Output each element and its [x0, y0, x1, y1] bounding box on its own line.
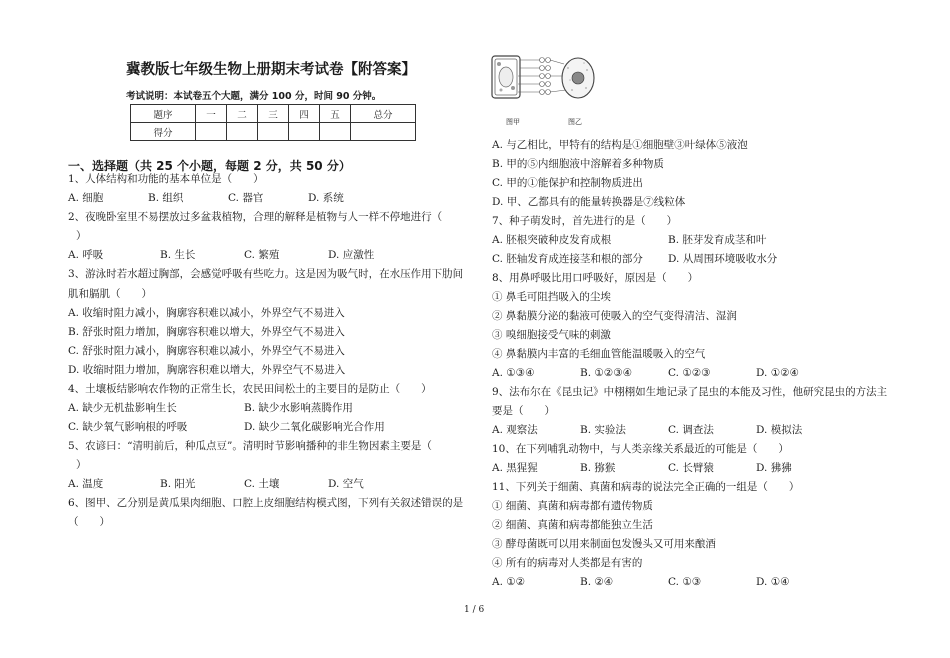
option: A. ①②: [492, 576, 526, 588]
question-1: 1、人体结构和功能的基本单位是（ ）: [68, 173, 264, 185]
score-blank-cell: [196, 123, 227, 141]
question-2-cont: ）: [76, 230, 87, 242]
option: A. 收缩时阻力减小，胸廓容积难以减小，外界空气不易进入: [68, 307, 345, 319]
exam-instructions: 考试说明：本试卷五个大题，满分 100 分，时间 90 分钟。: [126, 91, 382, 102]
option: C. ①②③: [668, 367, 711, 379]
question-7: 7、种子萌发时，首先进行的是（ ）: [492, 215, 678, 227]
option: B. 胚芽发育成茎和叶: [668, 234, 767, 246]
option: C. 长臂猿: [668, 462, 714, 474]
option: C. 调查法: [668, 424, 714, 436]
option: A. ①③④: [492, 367, 535, 379]
question-10: 10、在下列哺乳动物中，与人类亲缘关系最近的可能是（ ）: [492, 443, 789, 455]
score-cell: 二: [227, 105, 258, 123]
score-cell: 四: [289, 105, 320, 123]
option: C. 土壤: [244, 478, 280, 490]
question-2: 2、夜晚卧室里不易摆放过多盆栽植物，合理的解释是植物与人一样不停地进行（: [68, 211, 443, 223]
statement: ① 细菌、真菌和病毒都有遗传物质: [492, 500, 653, 512]
option: B. 缺少水影响蒸腾作用: [244, 402, 353, 414]
option: A. 观察法: [492, 424, 538, 436]
option: D. 空气: [328, 478, 364, 490]
score-blank-cell: [289, 123, 320, 141]
question-5: 5、农谚曰：“清明前后，种瓜点豆”。清明时节影响播种的非生物因素主要是（: [68, 440, 432, 452]
score-blank-cell: [227, 123, 258, 141]
option: A. 温度: [68, 478, 104, 490]
option: A. 胚根突破种皮发育成根: [492, 234, 612, 246]
option: D. 缺少二氧化碳影响光合作用: [244, 421, 385, 433]
score-cell: 得分: [131, 123, 196, 141]
option: B. 舒张时阻力增加，胸廓容积难以增大，外界空气不易进入: [68, 326, 345, 338]
option: D. 甲、乙都具有的能量转换器是⑦线粒体: [492, 196, 686, 208]
option: C. 繁殖: [244, 249, 280, 261]
statement: ④ 所有的病毒对人类都是有害的: [492, 557, 643, 569]
question-4: 4、土壤板结影响农作物的正常生长，农民田间松土的主要目的是防止（ ）: [68, 383, 432, 395]
question-8: 8、用鼻呼吸比用口呼吸好，原因是（ ）: [492, 272, 699, 284]
option: C. 器官: [228, 192, 264, 204]
option: C. 甲的①能保护和控制物质进出: [492, 177, 643, 189]
question-3: 3、游泳时若水超过胸部，会感觉呼吸有些吃力。这是因为吸气时，在水压作用下肋间: [68, 268, 464, 280]
option: D. 系统: [308, 192, 344, 204]
option: B. 甲的⑤内细胞液中溶解着多种物质: [492, 158, 664, 170]
option: B. 阳光: [160, 478, 196, 490]
statement: ② 鼻黏膜分泌的黏液可使吸入的空气变得清洁、湿润: [492, 310, 737, 322]
score-table-row: [131, 123, 416, 141]
option: A. 细胞: [68, 192, 104, 204]
question-6: 6、图甲、乙分别是黄瓜果肉细胞、口腔上皮细胞结构模式图，下列有关叙述错误的是: [68, 497, 464, 509]
statement: ④ 鼻黏膜内丰富的毛细血管能温暖吸入的空气: [492, 348, 706, 360]
option: B. 组织: [148, 192, 184, 204]
score-cell: 总分: [351, 105, 416, 123]
page-number: 1 / 6: [464, 605, 485, 615]
score-blank-cell: [351, 123, 416, 141]
score-cell: 五: [320, 105, 351, 123]
option: D. ①②④: [756, 367, 799, 379]
score-cell: 题序: [131, 105, 196, 123]
score-cell: 三: [258, 105, 289, 123]
question-9: 9、法布尔在《昆虫记》中栩栩如生地记录了昆虫的本能及习性，他研究昆虫的方法主: [492, 386, 888, 398]
option: C. 胚轴发育成连接茎和根的部分: [492, 253, 643, 265]
cell-diagram-figure: [488, 50, 608, 132]
question-6-cont: （ ）: [68, 516, 110, 528]
page-title: 冀教版七年级生物上册期末考试卷【附答案】: [126, 62, 416, 78]
option: A. 呼吸: [68, 249, 104, 261]
statement: ③ 嗅细胞接受气味的刺激: [492, 329, 611, 341]
option: B. 猕猴: [580, 462, 616, 474]
score-table-header-row: [131, 105, 416, 123]
option: A. 缺少无机盐影响生长: [68, 402, 177, 414]
score-blank-cell: [320, 123, 351, 141]
option: B. ①②③④: [580, 367, 633, 379]
figure-label-a: 图甲: [506, 118, 520, 126]
statement: ① 鼻毛可阻挡吸入的尘埃: [492, 291, 611, 303]
option: A. 与乙相比，甲特有的结构是①细胞壁③叶绿体⑤液泡: [492, 139, 748, 151]
option: D. ①④: [756, 576, 790, 588]
statement: ③ 酵母菌既可以用来制面包发馒头又可用来酿酒: [492, 538, 716, 550]
cell-diagram: [488, 50, 608, 120]
option: B. 实验法: [580, 424, 626, 436]
question-9-cont: 要是（ ）: [492, 405, 555, 417]
question-5-cont: ）: [76, 459, 87, 471]
option: B. 生长: [160, 249, 196, 261]
option: C. 缺少氧气影响根的呼吸: [68, 421, 188, 433]
option: D. 从周围环境吸收水分: [668, 253, 778, 265]
score-cell: 一: [196, 105, 227, 123]
option: D. 应激性: [328, 249, 375, 261]
option: D. 模拟法: [756, 424, 803, 436]
option: B. ②④: [580, 576, 614, 588]
option: D. 狒狒: [756, 462, 792, 474]
question-3-cont: 肌和膈肌（ ）: [68, 288, 152, 300]
figure-label-b: 图乙: [568, 118, 582, 126]
statement: ② 细菌、真菌和病毒都能独立生活: [492, 519, 653, 531]
score-blank-cell: [258, 123, 289, 141]
question-11: 11、下列关于细菌、真菌和病毒的说法完全正确的一组是（ ）: [492, 481, 800, 493]
option: D. 收缩时阻力增加，胸廓容积难以增大，外界空气不易进入: [68, 364, 346, 376]
score-table: [130, 104, 416, 141]
option: C. ①③: [668, 576, 702, 588]
section-title: 一、选择题（共 25 个小题，每题 2 分，共 50 分）: [68, 159, 351, 173]
option: C. 舒张时阻力减小，胸廓容积难以减小，外界空气不易进入: [68, 345, 345, 357]
option: A. 黑猩猩: [492, 462, 538, 474]
